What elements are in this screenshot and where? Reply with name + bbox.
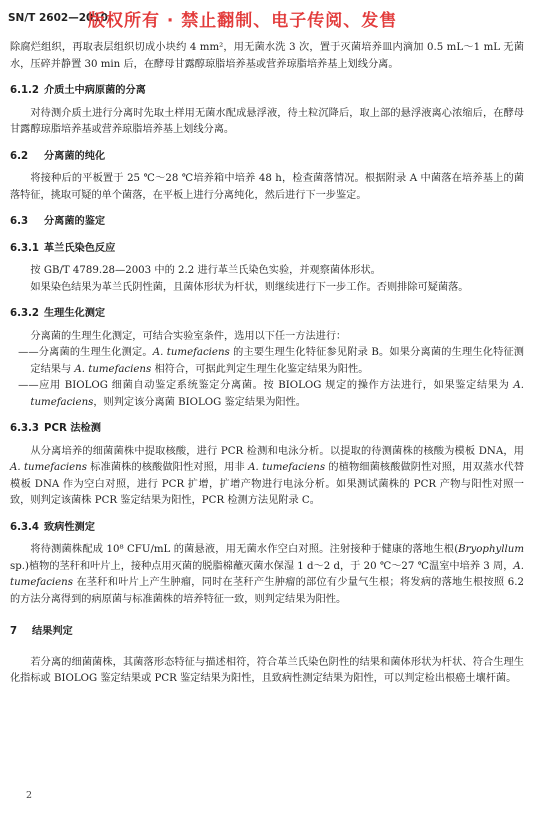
page-header [8,8,527,32]
species-name: A. tumefaciens [152,347,230,358]
section-number: 6.3.3 [10,423,40,434]
heading-7 [10,624,524,641]
section-number: 7 [10,626,18,637]
heading-6-3 [10,214,524,231]
paragraph-7: 若分离的细菌菌株，其菌落形态特征与描述相符，符合革兰氏染色阴性的结果和菌体形状为杆状、符合生理生化指标或 BIOLOG 鉴定结果或 PCR 鉴定结果为阳性，且致病性测定结果为阳性，可以判定检出根癌土壤杆菌。 [10,656,524,684]
section-number: 6.1.2 [10,85,40,96]
heading-6-3-1 [10,241,524,258]
section-title: PCR 法检测 [44,423,101,434]
document-body [10,40,524,688]
paragraph-6-1-2: 对待测介质土进行分离时先取土样用无菌水配成悬浮液，待土粒沉降后，取上部的悬浮液离心浓缩后，在酵母甘露醇琼脂培养基或营养琼脂培养基上划线分离。 [10,107,524,135]
section-title: 分离菌的纯化 [44,150,106,162]
paragraph-6-3-3: 从分离培养的细菌菌株中提取核酸，进行 PCR 检测和电泳分析。以提取的待测菌株的核酸为模板 DNA，用 A. tumefaciens 标准菌株的核酸做阳性对照，用非 A. tumefaciens 的植物细菌核酸做阴性对照，用双蒸水代替模板 DNA 作为空白对照，进行 PCR 扩增，扩增产物进行电泳分析。如果测试菌株的 PCR 产物与阳性对照一致，则判定该菌株 PCR 鉴定结果为阳性，PCR 检测方法见附录 C。 [10,445,524,506]
genus-name: Bryophyllum [458,544,524,555]
paragraph-6-3-4: 将待测菌株配成 10⁸ CFU/mL 的菌悬液，用无菌水作空白对照。注射接种于健康的落地生根(Bryophyllum sp.)植物的茎秆和叶片上，接种点用灭菌的脱脂棉蘸灭菌水保湿 1 d～2 d，于 20 ℃～27 ℃温室中培养 3 周，A. tumefaciens 在茎秆和叶片上产生肿瘤，同时在茎秆产生肿瘤的部位有少量气生根；将发病的落地生根按照 6.2 的方法分离得到的病原菌与标准菌株的培养特征一致，则判定结果为阳性。 [10,544,524,605]
page-number: 2 [26,790,33,801]
section-title: 介质土中病原菌的分离 [44,85,146,96]
species-name: A. tumefaciens [10,560,524,588]
section-number: 6.2 [10,150,29,162]
paragraph-6-3-1-a: 按 GB/T 4789.28—2003 中的 2.2 进行革兰氏染色实验，并观察菌体形状。 [30,265,381,276]
section-number: 6.3.1 [10,242,40,254]
heading-6-3-3 [10,421,524,438]
species-name: A. tumefaciens [248,462,326,473]
paragraph-6-3-1-b: 如果染色结果为革兰氏阴性菌，且菌体形状为杆状，则继续进行下一步工作。否则排除可疑菌落。 [30,281,469,293]
species-name: A. tumefaciens [30,380,524,408]
species-name: A. tumefaciens [10,462,87,473]
section-title: 革兰氏染色反应 [44,242,116,254]
heading-6-3-4 [10,520,524,537]
copyright-watermark: 版权所有 · 禁止翻制、电子传阅、发售 [88,11,398,31]
section-number: 6.3.2 [10,308,40,319]
heading-6-1-2 [10,83,524,100]
section-title: 生理生化测定 [44,308,106,319]
heading-6-3-2 [10,306,524,323]
section-number: 6.3.4 [10,521,40,533]
list-item: ——分离菌的生理生化测定。A. tumefaciens 的主要生理生化特征参见附录 B。如果分离菌的生理生化特征测定结果与 A. tumefaciens 相符合，可据此判定生理生化鉴定结果为阳性。 [18,347,524,375]
list-item: ——应用 BIOLOG 细菌自动鉴定系统鉴定分离菌。按 BIOLOG 规定的操作方法进行，如果鉴定结果为 A. tumefaciens，则判定该分离菌 BIOLOG 鉴定结果为阳性。 [18,380,524,408]
section-title: 分离菌的鉴定 [44,216,106,227]
section-title: 致病性测定 [44,521,95,533]
species-name: A. tumefaciens [74,363,152,375]
heading-6-2 [10,149,524,166]
section-number: 6.3 [10,216,29,227]
standard-code: SN/T 2602—2010 [8,12,108,24]
paragraph-6-2: 将接种后的平板置于 25 ℃～28 ℃培养箱中培养 48 h，检查菌落情况。根据附录 A 中菌落在培养基上的菌落特征，挑取可疑的单个菌落，在平板上进行分离纯化，然后进行下一步鉴定。 [10,173,524,201]
paragraph-6-3-2: 分离菌的生理生化测定，可结合实验室条件，选用以下任一方法进行： [30,330,347,342]
section-title: 结果判定 [32,626,73,637]
paragraph-intro: 除腐烂组织，再取表层组织切成小块约 4 mm²，用无菌水洗 3 次，置于灭菌培养皿内滴加 0.5 mL～1 mL 无菌水，压碎并静置 30 min 后，在酵母甘露醇琼脂培养基或营养琼脂培养基上划线分离。 [10,42,524,70]
